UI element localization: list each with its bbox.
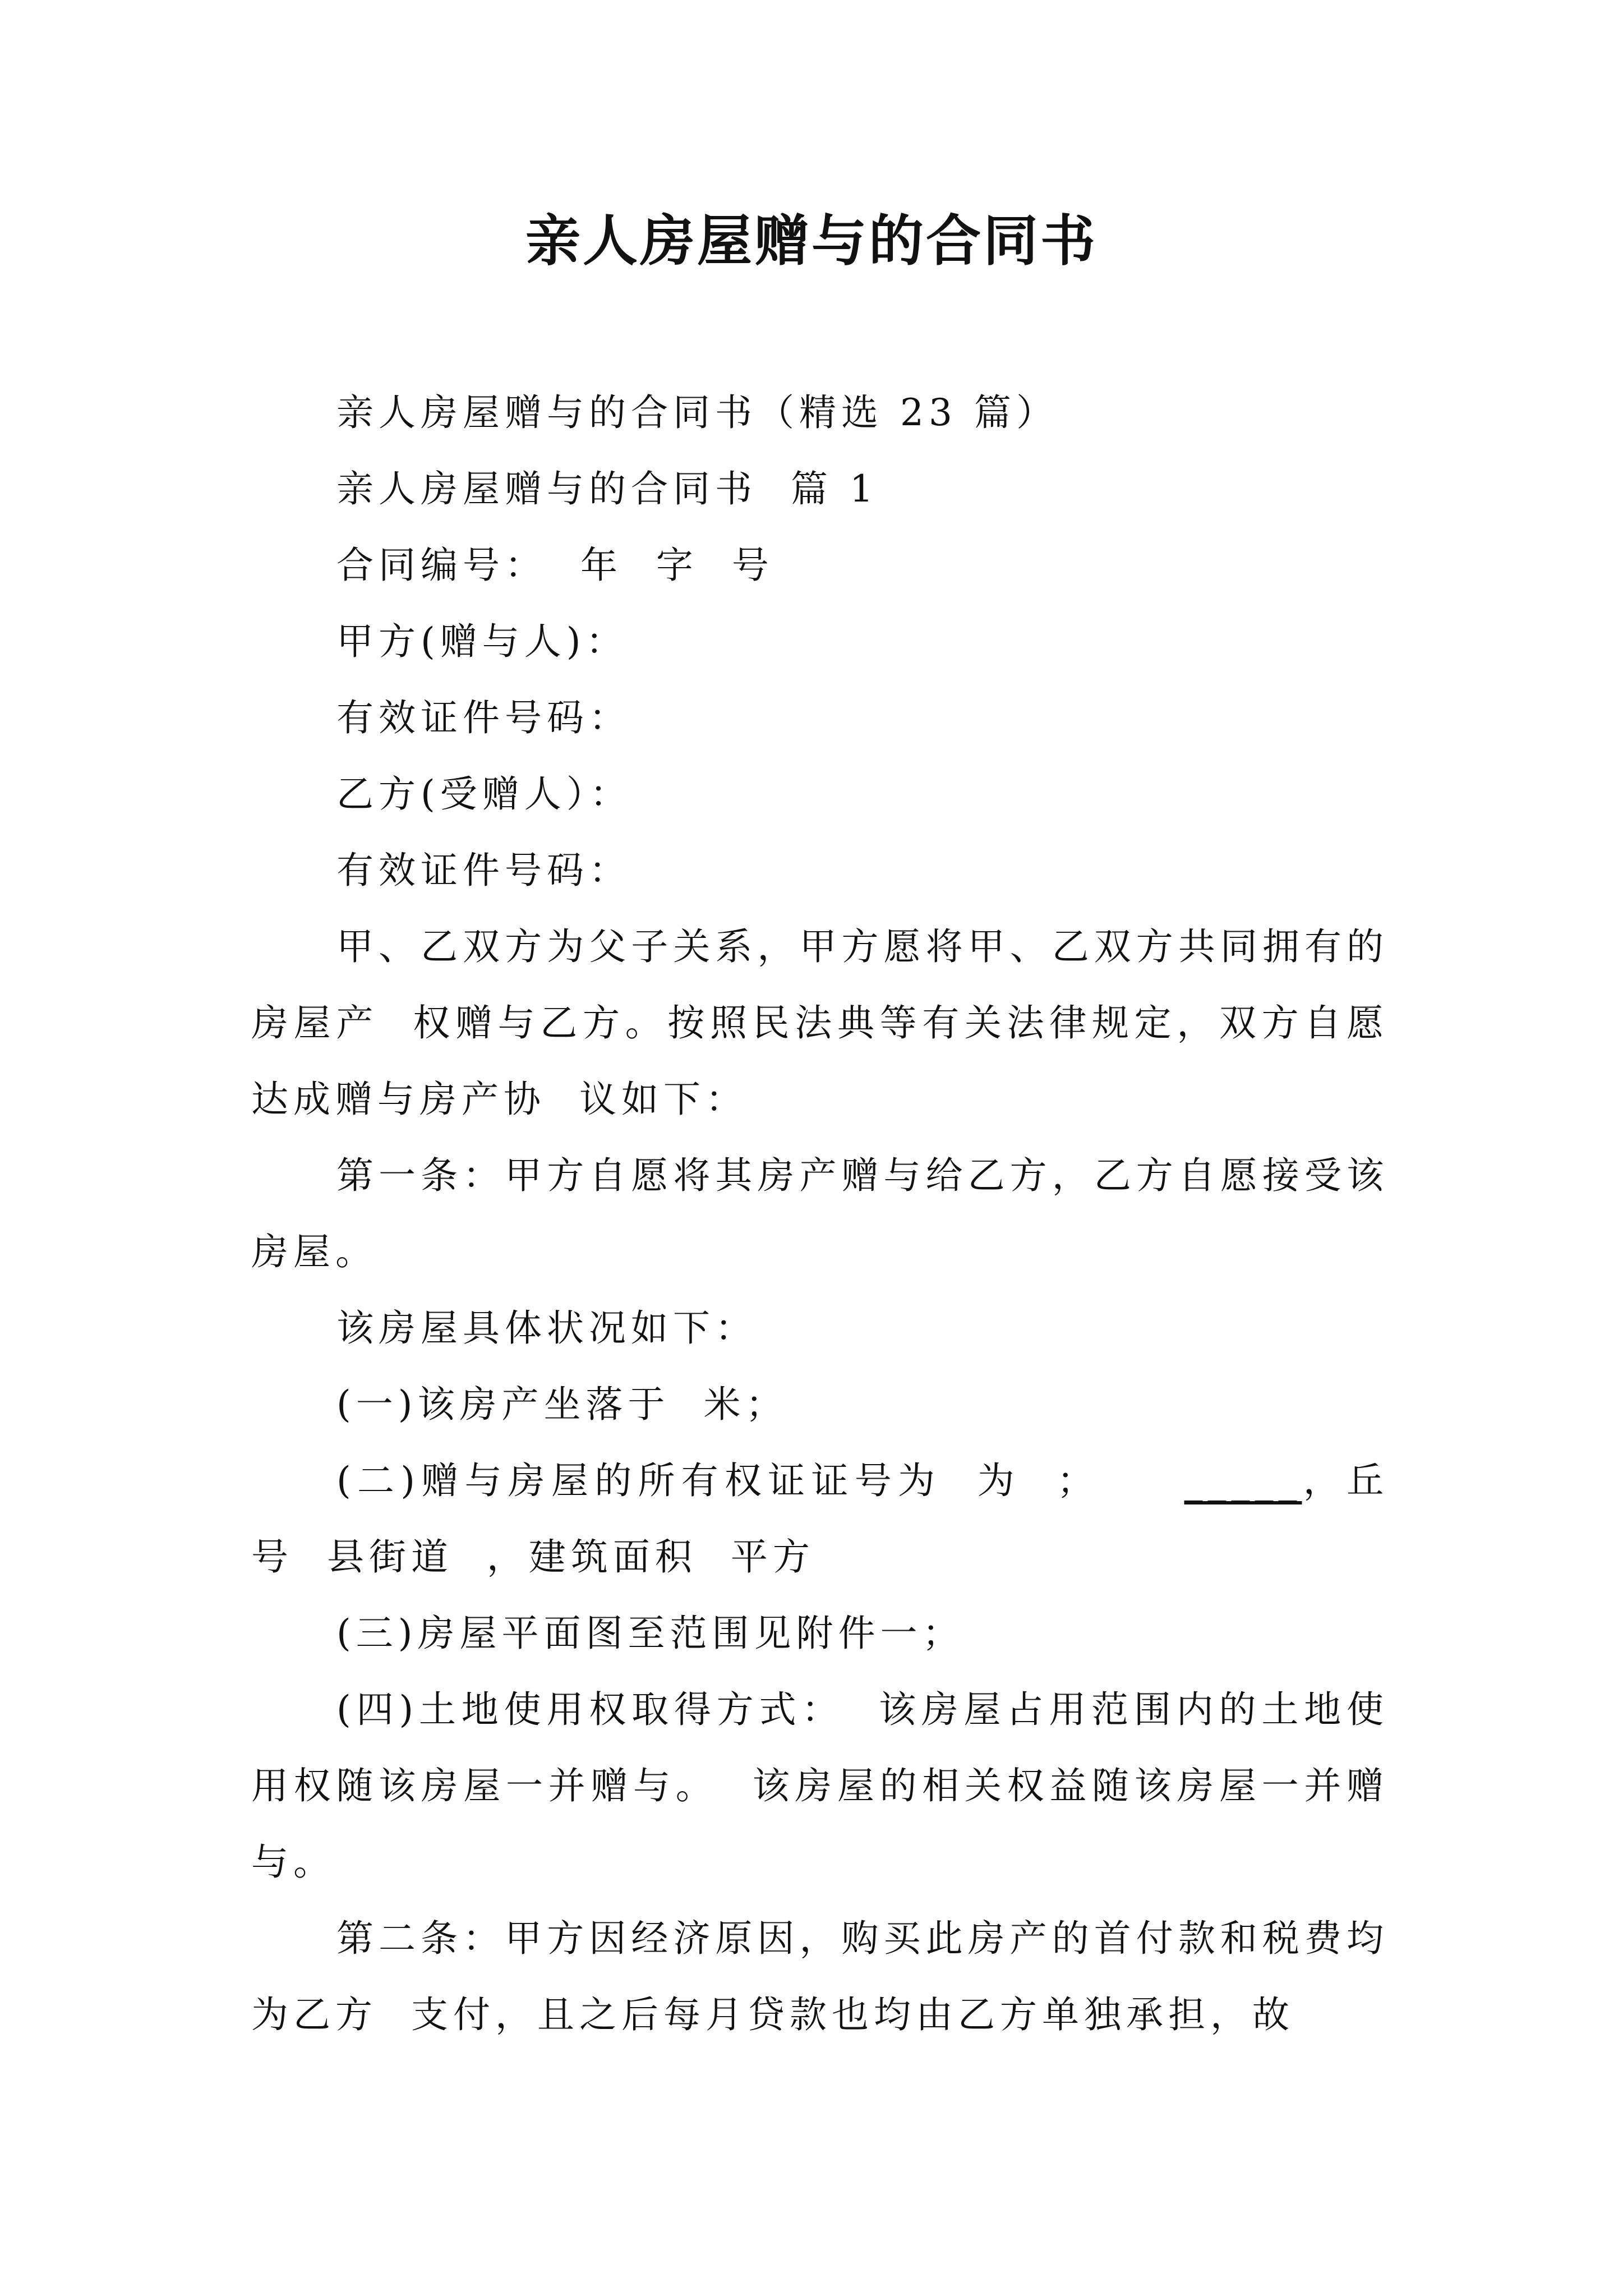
document-body xyxy=(251,375,1389,2053)
preamble-paragraph: 甲、乙双方为父子关系，甲方愿将甲、乙双方共同拥有的房屋产 权赠与乙方。按照民法典等有关法律规定，双方自愿达成赠与房产协 议如下： xyxy=(251,925,1389,1121)
property-item-4: (四)土地使用权取得方式： 该房屋占用范围内的土地使用权随该房屋一并赠与。 该房屋的相关权益随该房屋一并赠与。 xyxy=(251,1688,1389,1884)
document-title: 亲人房屋赠与的合同书 xyxy=(525,209,1098,273)
property-item-2-text-b: ，丘号 县街道 ，建筑面积 平方 xyxy=(251,1459,1389,1579)
property-item-3: (三)房屋平面图至范围见附件一； xyxy=(336,1612,965,1655)
contract-number-line: 合同编号： 年 字 号 xyxy=(336,544,774,587)
party-b-id-line: 有效证件号码： xyxy=(336,849,631,892)
property-item-1: (一)该房产坐落于 米； xyxy=(336,1383,788,1426)
property-status-heading: 该房屋具体状况如下： xyxy=(336,1306,757,1350)
property-item-2 xyxy=(251,1443,1389,1595)
party-a-line: 甲方(赠与人)： xyxy=(336,620,628,663)
article-2-paragraph: 第二条：甲方因经济原因，购买此房产的首付款和税费均为乙方 支付，且之后每月贷款也均由乙方单独承担，故 xyxy=(251,1917,1389,2036)
party-b-line: 乙方(受赠人）： xyxy=(336,772,632,816)
party-a-id-line: 有效证件号码： xyxy=(336,696,631,739)
doc-subtitle: 亲人房屋赠与的合同书（精选 23 篇） xyxy=(336,391,1058,434)
section-heading: 亲人房屋赠与的合同书 篇 1 xyxy=(336,467,878,510)
property-item-2-text-a: (二)赠与房屋的所有权证证号为 为 ； xyxy=(336,1459,1099,1502)
fill-in-blank: _____ xyxy=(1184,1459,1302,1502)
article-1-paragraph: 第一条：甲方自愿将其房产赠与给乙方，乙方自愿接受该房屋。 xyxy=(251,1154,1389,1273)
